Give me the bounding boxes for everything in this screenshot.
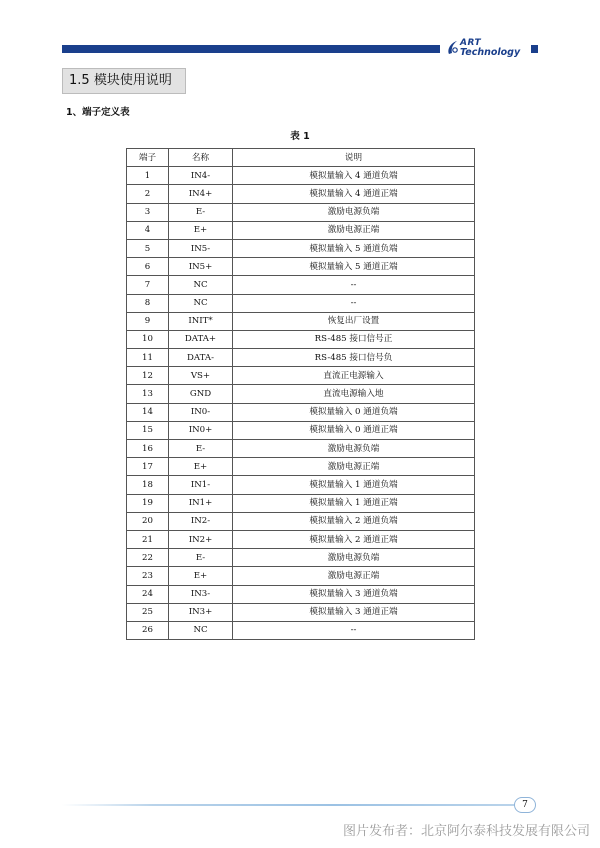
terminal-definition-table — [126, 148, 475, 640]
section-heading — [62, 68, 186, 94]
header-rule-end — [531, 45, 538, 53]
description-cell: 模拟量输入 4 通道正端 — [233, 185, 475, 203]
table-row — [127, 603, 475, 621]
name-cell: E- — [169, 203, 233, 221]
name-cell: IN2+ — [169, 530, 233, 548]
description-cell: 直流电源输入地 — [233, 385, 475, 403]
table-row — [127, 621, 475, 639]
terminal-cell: 19 — [127, 494, 169, 512]
name-cell: E+ — [169, 458, 233, 476]
description-cell: 模拟量输入 3 通道负端 — [233, 585, 475, 603]
description-cell: 模拟量输入 5 通道正端 — [233, 258, 475, 276]
description-cell: 激励电源正端 — [233, 567, 475, 585]
terminal-cell: 14 — [127, 403, 169, 421]
table-row — [127, 276, 475, 294]
terminal-cell: 22 — [127, 549, 169, 567]
name-cell: E+ — [169, 567, 233, 585]
table-row — [127, 458, 475, 476]
name-cell: IN1- — [169, 476, 233, 494]
terminal-cell: 20 — [127, 512, 169, 530]
description-cell: 模拟量输入 5 通道负端 — [233, 239, 475, 257]
terminal-cell: 17 — [127, 458, 169, 476]
name-cell: E- — [169, 549, 233, 567]
description-cell: 激励电源负端 — [233, 203, 475, 221]
name-cell: NC — [169, 294, 233, 312]
terminal-cell: 13 — [127, 385, 169, 403]
footer-rule — [62, 804, 514, 806]
table-row — [127, 330, 475, 348]
terminal-cell: 11 — [127, 349, 169, 367]
table-row — [127, 239, 475, 257]
terminal-cell: 16 — [127, 440, 169, 458]
terminal-cell: 6 — [127, 258, 169, 276]
subsection-heading: 1、端子定义表 — [66, 107, 130, 118]
terminal-cell: 3 — [127, 203, 169, 221]
terminal-cell: 7 — [127, 276, 169, 294]
table-row — [127, 385, 475, 403]
name-cell: IN5+ — [169, 258, 233, 276]
terminal-cell: 8 — [127, 294, 169, 312]
name-cell: GND — [169, 385, 233, 403]
table-row — [127, 403, 475, 421]
terminal-cell: 2 — [127, 185, 169, 203]
table-row — [127, 512, 475, 530]
table-row — [127, 349, 475, 367]
terminal-cell: 24 — [127, 585, 169, 603]
table-row — [127, 585, 475, 603]
section-title: 模块使用说明 — [93, 73, 172, 88]
name-cell: NC — [169, 276, 233, 294]
description-cell: -- — [233, 276, 475, 294]
terminal-cell: 23 — [127, 567, 169, 585]
terminal-cell: 21 — [127, 530, 169, 548]
description-cell: 模拟量输入 2 通道正端 — [233, 530, 475, 548]
table-row — [127, 258, 475, 276]
description-cell: 直流正电源输入 — [233, 367, 475, 385]
description-cell: 激励电源负端 — [233, 440, 475, 458]
description-cell: 模拟量输入 1 通道正端 — [233, 494, 475, 512]
table-header-row — [127, 149, 475, 167]
name-cell: VS+ — [169, 367, 233, 385]
page-number: 7 — [514, 797, 536, 813]
terminal-cell: 9 — [127, 312, 169, 330]
name-cell: DATA+ — [169, 330, 233, 348]
name-cell: IN3+ — [169, 603, 233, 621]
table-caption: 表 1 — [290, 131, 310, 142]
description-cell: 模拟量输入 0 通道正端 — [233, 421, 475, 439]
description-cell: 模拟量输入 1 通道负端 — [233, 476, 475, 494]
name-cell: INIT* — [169, 312, 233, 330]
table-row — [127, 494, 475, 512]
name-cell: IN5- — [169, 239, 233, 257]
description-cell: 恢复出厂设置 — [233, 312, 475, 330]
name-cell: IN3- — [169, 585, 233, 603]
name-cell: IN4+ — [169, 185, 233, 203]
description-cell: -- — [233, 294, 475, 312]
description-cell: 激励电源负端 — [233, 549, 475, 567]
description-cell: 模拟量输入 2 通道负端 — [233, 512, 475, 530]
table-row — [127, 476, 475, 494]
terminal-cell: 18 — [127, 476, 169, 494]
table-row — [127, 294, 475, 312]
name-cell: IN2- — [169, 512, 233, 530]
logo-swoosh-icon — [446, 40, 460, 56]
table-row — [127, 367, 475, 385]
table-row — [127, 167, 475, 185]
description-cell: RS-485 接口信号负 — [233, 349, 475, 367]
terminal-cell: 4 — [127, 221, 169, 239]
terminal-cell: 25 — [127, 603, 169, 621]
table-row — [127, 312, 475, 330]
header-name: 名称 — [169, 149, 233, 167]
name-cell: DATA- — [169, 349, 233, 367]
table-row — [127, 203, 475, 221]
name-cell: E+ — [169, 221, 233, 239]
section-number: 1.5 — [69, 73, 90, 88]
name-cell: NC — [169, 621, 233, 639]
name-cell: IN4- — [169, 167, 233, 185]
table-row — [127, 567, 475, 585]
terminal-cell: 10 — [127, 330, 169, 348]
table-row — [127, 530, 475, 548]
description-cell: 激励电源正端 — [233, 458, 475, 476]
terminal-cell: 26 — [127, 621, 169, 639]
table-row — [127, 185, 475, 203]
company-logo — [446, 38, 528, 60]
table-row — [127, 440, 475, 458]
table-row — [127, 421, 475, 439]
terminal-cell: 1 — [127, 167, 169, 185]
description-cell: -- — [233, 621, 475, 639]
header-terminal: 端子 — [127, 149, 169, 167]
description-cell: 模拟量输入 0 通道负端 — [233, 403, 475, 421]
terminal-cell: 12 — [127, 367, 169, 385]
description-cell: RS-485 接口信号正 — [233, 330, 475, 348]
name-cell: IN0+ — [169, 421, 233, 439]
logo-text-art: ART — [460, 38, 482, 48]
logo-text-technology: Technology — [460, 47, 521, 58]
header-rule — [62, 45, 440, 53]
description-cell: 激励电源正端 — [233, 221, 475, 239]
terminal-cell: 5 — [127, 239, 169, 257]
table-row — [127, 549, 475, 567]
table-row — [127, 221, 475, 239]
name-cell: IN0- — [169, 403, 233, 421]
publisher-watermark: 图片发布者：北京阿尔泰科技发展有限公司 — [342, 824, 590, 839]
header-description: 说明 — [233, 149, 475, 167]
name-cell: IN1+ — [169, 494, 233, 512]
terminal-cell: 15 — [127, 421, 169, 439]
name-cell: E- — [169, 440, 233, 458]
description-cell: 模拟量输入 3 通道正端 — [233, 603, 475, 621]
description-cell: 模拟量输入 4 通道负端 — [233, 167, 475, 185]
